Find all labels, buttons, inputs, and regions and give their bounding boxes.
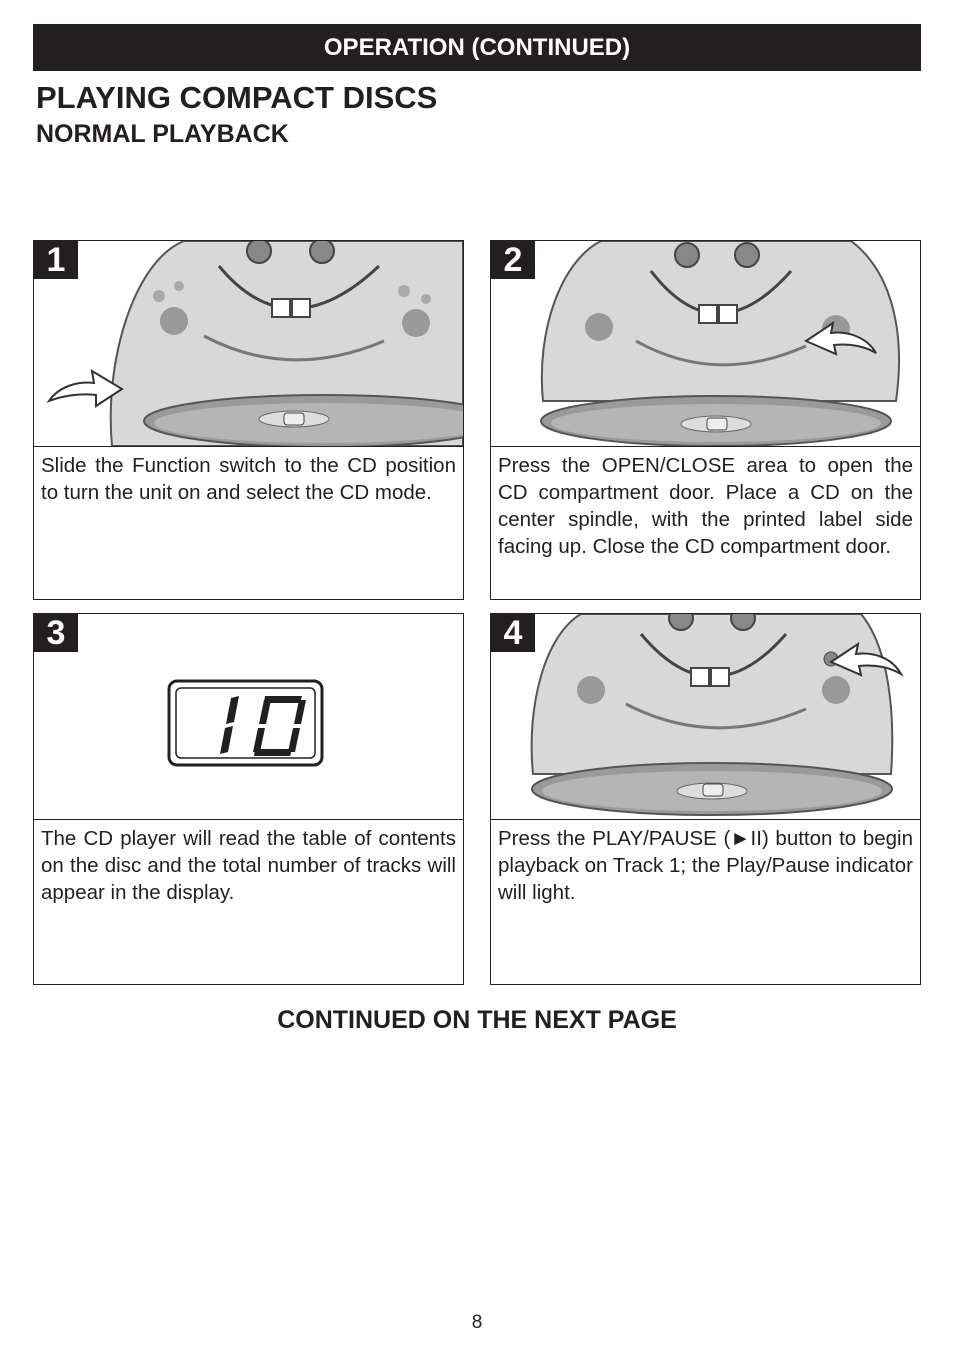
step-2-illustration xyxy=(491,241,920,447)
step-4-text: Press the PLAY/PAUSE (►II) button to begin playback on Track 1; the Play/Pause indicator will light. xyxy=(498,827,913,904)
continued-notice: CONTINUED ON THE NEXT PAGE xyxy=(277,1006,677,1034)
step-4-number: 4 xyxy=(491,614,535,652)
step-3-number: 3 xyxy=(34,614,78,652)
step-4-panel xyxy=(490,613,921,985)
step-1-number: 1 xyxy=(34,241,78,279)
page-subtitle: NORMAL PLAYBACK xyxy=(36,120,289,148)
step-4-illustration xyxy=(491,614,920,820)
step-3-panel xyxy=(33,613,464,985)
page-title: PLAYING COMPACT DISCS xyxy=(36,80,438,115)
step-3-illustration xyxy=(34,614,463,820)
step-1-illustration xyxy=(34,241,463,447)
section-banner: OPERATION (CONTINUED) xyxy=(33,24,921,71)
step-2-panel xyxy=(490,240,921,600)
lcd-display xyxy=(34,614,463,819)
step-1-text: Slide the Function switch to the CD position to turn the unit on and select the CD mode. xyxy=(41,454,456,504)
page-number: 8 xyxy=(471,1312,483,1333)
step-2-number: 2 xyxy=(491,241,535,279)
step-1-panel xyxy=(33,240,464,600)
step-2-text: Press the OPEN/CLOSE area to open the CD compartment door. Place a CD on the center spindle, with the printed label side facing up. Close the CD compartment door. xyxy=(498,454,913,558)
step-3-text: The CD player will read the table of contents on the disc and the total number of tracks will appear in the display. xyxy=(41,827,456,904)
